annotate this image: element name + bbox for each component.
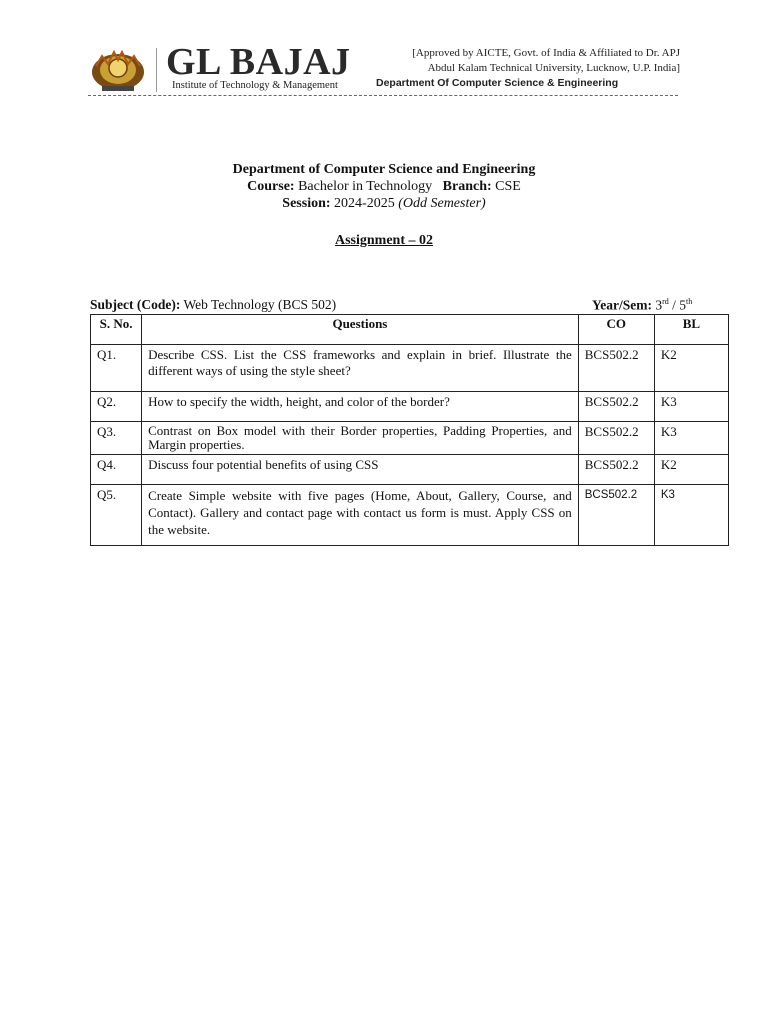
course-label: Course: xyxy=(247,179,295,194)
table-row xyxy=(91,392,729,422)
row-bl: K3 xyxy=(654,485,728,546)
table-header-row xyxy=(91,315,729,345)
row-question: Discuss four potential benefits of using CSS xyxy=(142,455,579,485)
session-line xyxy=(0,195,768,212)
letterhead xyxy=(88,41,680,96)
assignment-heading xyxy=(0,232,768,249)
table-row xyxy=(91,455,729,485)
table-row xyxy=(91,422,729,455)
row-sno: Q2. xyxy=(91,392,142,422)
branch-value: CSE xyxy=(495,179,521,194)
subject-row xyxy=(90,297,730,313)
row-bl: K3 xyxy=(654,422,728,455)
row-sno: Q4. xyxy=(91,455,142,485)
year-value: 3 xyxy=(655,297,663,313)
row-question: Contrast on Box model with their Border properties, Padding Properties, and Margin properties. xyxy=(142,422,579,455)
header-bl: BL xyxy=(654,315,728,345)
department-title: Department of Computer Science and Engineering xyxy=(232,162,536,177)
assignment-title: Assignment – 02 xyxy=(334,233,433,248)
approval-line-2: Abdul Kalam Technical University, Lucknow, U.P. India] xyxy=(427,62,680,74)
brand-name: GL BAJAJ xyxy=(166,41,351,83)
document-heading xyxy=(0,161,768,212)
approval-line-1: [Approved by AICTE, Govt. of India & Affiliated to Dr. APJ xyxy=(412,47,680,59)
yearsem-label: Year/Sem: xyxy=(592,297,652,313)
row-bl: K2 xyxy=(654,455,728,485)
subject-label: Subject (Code): xyxy=(90,297,181,312)
brand-subtitle: Institute of Technology & Management xyxy=(172,80,338,91)
year-sup: rd xyxy=(662,297,669,306)
table-row xyxy=(91,345,729,392)
session-label: Session: xyxy=(282,196,331,211)
row-question: Describe CSS. List the CSS frameworks and explain in brief. Illustrate the different ways of using the style sheet? xyxy=(142,345,579,392)
sem-value: 5 xyxy=(679,297,687,313)
row-co: BCS502.2 xyxy=(578,345,654,392)
session-value: 2024-2025 xyxy=(334,196,395,211)
header-department: Department Of Computer Science & Engineering xyxy=(376,77,619,89)
subject-value: Web Technology (BCS 502) xyxy=(183,297,337,312)
row-sno: Q5. xyxy=(91,485,142,546)
row-question: Create Simple website with five pages (Home, About, Gallery, Course, and Contact). Gallery and contact page with contact us form is must. Apply CSS on the website. xyxy=(142,485,579,546)
table-row xyxy=(91,485,729,546)
row-co: BCS502.2 xyxy=(578,422,654,455)
header-separator xyxy=(88,95,678,96)
course-line xyxy=(0,178,768,195)
row-bl: K2 xyxy=(654,345,728,392)
course-value: Bachelor in Technology xyxy=(298,179,433,194)
questions-table xyxy=(90,314,729,546)
branch-label: Branch: xyxy=(442,179,492,194)
row-question: How to specify the width, height, and color of the border? xyxy=(142,392,579,422)
session-note: (Odd Semester) xyxy=(398,196,486,211)
college-emblem-icon xyxy=(88,46,148,96)
row-co: BCS502.2 xyxy=(578,392,654,422)
row-sno: Q1. xyxy=(91,345,142,392)
row-sno: Q3. xyxy=(91,422,142,455)
row-co: BCS502.2 xyxy=(578,455,654,485)
year-sem xyxy=(592,297,692,314)
header-questions: Questions xyxy=(142,315,579,345)
sem-sup: th xyxy=(686,297,693,306)
header-sno: S. No. xyxy=(91,315,142,345)
approval-text xyxy=(360,46,680,91)
header-co: CO xyxy=(578,315,654,345)
header-divider xyxy=(156,48,157,92)
row-co: BCS502.2 xyxy=(578,485,654,546)
row-bl: K3 xyxy=(654,392,728,422)
yearsem-sep: / xyxy=(668,297,680,313)
